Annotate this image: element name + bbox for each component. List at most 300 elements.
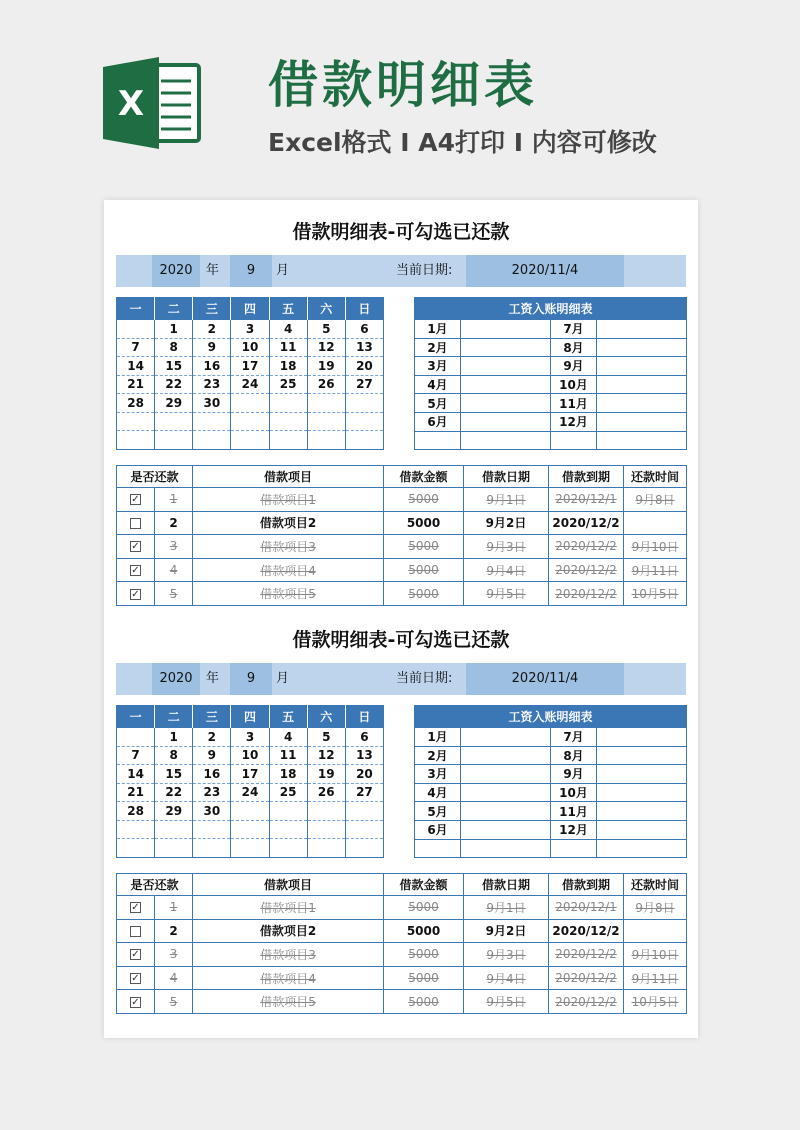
calendar-day-cell: 5	[307, 320, 345, 339]
calendar-day-cell: 27	[345, 783, 383, 802]
salary-month-cell: 12月	[551, 412, 597, 431]
salary-month-cell: 4月	[415, 783, 461, 802]
loan-number: 3	[155, 943, 193, 967]
calendar-day-cell: 29	[155, 394, 193, 413]
loan-due[interactable]: 2020/12/1	[549, 896, 624, 920]
salary-amount-cell[interactable]	[597, 375, 687, 394]
loan-row	[117, 511, 687, 535]
weekday-header: 三	[193, 298, 231, 320]
salary-month-cell: 3月	[415, 765, 461, 784]
repaid-time[interactable]: 10月5日	[624, 582, 687, 606]
loan-amount[interactable]: 5000	[384, 511, 464, 535]
calendar-day-cell	[155, 431, 193, 450]
calendar-day-cell	[269, 839, 307, 858]
checkbox-icon[interactable]: ✓	[131, 565, 140, 577]
calendar-day-cell: 3	[231, 728, 269, 747]
salary-month-cell: 9月	[551, 357, 597, 376]
salary-amount-cell[interactable]	[597, 338, 687, 357]
loan-number: 5	[155, 990, 193, 1014]
salary-amount-cell[interactable]	[597, 431, 687, 450]
weekday-header: 日	[345, 706, 383, 728]
calendar-day-cell	[269, 412, 307, 431]
salary-row	[415, 357, 687, 376]
weekday-header: 四	[231, 706, 269, 728]
salary-month-cell: 7月	[551, 728, 597, 747]
calendar-day-cell: 7	[117, 338, 155, 357]
year-label: 年	[206, 263, 220, 278]
salary-amount-cell[interactable]	[461, 394, 551, 413]
calendar-day-cell: 9	[193, 746, 231, 765]
calendar-day-cell: 11	[269, 338, 307, 357]
salary-amount-cell[interactable]	[597, 412, 687, 431]
calendar-week-row	[117, 431, 384, 450]
weekday-header: 五	[269, 706, 307, 728]
salary-row	[415, 338, 687, 357]
calendar-day-cell	[155, 412, 193, 431]
calendar-day-cell	[345, 412, 383, 431]
calendar-day-cell	[269, 394, 307, 413]
calendar-day-cell: 25	[269, 783, 307, 802]
loan-item[interactable]: 借款项目5	[193, 990, 384, 1014]
salary-amount-cell[interactable]	[597, 820, 687, 839]
repaid-checkbox-cell[interactable]	[117, 990, 155, 1014]
repaid-checkbox-cell[interactable]	[117, 511, 155, 535]
loan-due[interactable]: 2020/12/1	[549, 488, 624, 512]
salary-amount-cell[interactable]	[461, 820, 551, 839]
calendar-week-row	[117, 412, 384, 431]
calendar-day-cell	[269, 802, 307, 821]
calendar-week-row	[117, 357, 384, 376]
salary-amount-cell[interactable]	[597, 839, 687, 858]
weekday-header: 日	[345, 298, 383, 320]
repaid-time[interactable]: 9月10日	[624, 535, 687, 559]
weekday-header: 一	[117, 298, 155, 320]
repaid-time[interactable]	[624, 511, 687, 535]
salary-month-cell: 11月	[551, 802, 597, 821]
calendar-week-row	[117, 338, 384, 357]
salary-month-cell: 10月	[551, 375, 597, 394]
repaid-time[interactable]	[624, 919, 687, 943]
loan-row	[117, 919, 687, 943]
loan-item-header: 借款项目	[193, 874, 384, 896]
month-label: 月	[276, 671, 290, 686]
salary-amount-cell[interactable]	[461, 412, 551, 431]
salary-month-cell: 10月	[551, 783, 597, 802]
loan-row	[117, 582, 687, 606]
calendar-day-cell: 6	[345, 728, 383, 747]
calendar-day-cell: 22	[155, 375, 193, 394]
salary-amount-cell[interactable]	[461, 783, 551, 802]
calendar-day-cell: 28	[117, 802, 155, 821]
calendar-day-cell: 15	[155, 765, 193, 784]
salary-amount-cell[interactable]	[597, 357, 687, 376]
calendar-day-cell: 26	[307, 375, 345, 394]
loan-amount[interactable]: 5000	[384, 535, 464, 559]
loan-item[interactable]: 借款项目3	[193, 943, 384, 967]
calendar-day-cell	[117, 431, 155, 450]
loan-amount[interactable]: 5000	[384, 488, 464, 512]
salary-row	[415, 839, 687, 858]
salary-month-cell: 2月	[415, 338, 461, 357]
salary-amount-cell[interactable]	[461, 338, 551, 357]
salary-month-cell: 9月	[551, 765, 597, 784]
salary-amount-cell[interactable]	[597, 394, 687, 413]
loan-item[interactable]: 借款项目4	[193, 558, 384, 582]
calendar-day-cell: 2	[193, 728, 231, 747]
current-date-label: 当前日期:	[396, 671, 453, 686]
loan-date[interactable]: 9月2日	[464, 919, 549, 943]
calendar-week-row	[117, 839, 384, 858]
salary-amount-cell[interactable]	[461, 728, 551, 747]
loan-amount-header: 借款金额	[384, 874, 464, 896]
salary-amount-cell[interactable]	[461, 802, 551, 821]
current-date-label: 当前日期:	[396, 263, 453, 278]
repaid-time[interactable]: 10月5日	[624, 990, 687, 1014]
loan-date[interactable]: 9月5日	[464, 990, 549, 1014]
month-value[interactable]: 9	[230, 663, 272, 695]
loan-due-header: 借款到期	[549, 466, 624, 488]
checkbox-icon[interactable]: ✓	[131, 494, 140, 506]
loan-amount-header: 借款金额	[384, 466, 464, 488]
repaid-time[interactable]: 9月8日	[624, 896, 687, 920]
calendar-day-cell: 22	[155, 783, 193, 802]
weekday-header: 六	[307, 298, 345, 320]
loan-item[interactable]: 借款项目5	[193, 582, 384, 606]
calendar-day-cell: 3	[231, 320, 269, 339]
loan-item[interactable]: 借款项目2	[193, 511, 384, 535]
repaid-checkbox-cell[interactable]	[117, 488, 155, 512]
calendar-day-cell: 27	[345, 375, 383, 394]
calendar-day-cell	[193, 839, 231, 858]
calendar-day-cell: 12	[307, 338, 345, 357]
salary-amount-cell[interactable]	[597, 728, 687, 747]
calendar-day-cell	[307, 394, 345, 413]
salary-amount-cell[interactable]	[597, 320, 687, 339]
loan-amount[interactable]: 5000	[384, 896, 464, 920]
section-title: 借款明细表-可勾选已还款	[292, 221, 510, 243]
year-label: 年	[206, 671, 220, 686]
calendar-day-cell: 28	[117, 394, 155, 413]
calendar-day-cell: 23	[193, 375, 231, 394]
loan-item[interactable]: 借款项目1	[193, 488, 384, 512]
loan-row	[117, 488, 687, 512]
loan-amount[interactable]: 5000	[384, 943, 464, 967]
calendar-week-row	[117, 746, 384, 765]
loan-date[interactable]: 9月1日	[464, 896, 549, 920]
loan-number: 4	[155, 966, 193, 990]
calendar-day-cell	[345, 839, 383, 858]
calendar-day-cell	[345, 802, 383, 821]
calendar-day-cell	[307, 802, 345, 821]
loan-amount[interactable]: 5000	[384, 582, 464, 606]
calendar-day-cell	[231, 839, 269, 858]
salary-row	[415, 765, 687, 784]
repaid-checkbox-cell[interactable]	[117, 966, 155, 990]
loan-number: 1	[155, 488, 193, 512]
calendar-week-row	[117, 802, 384, 821]
repaid-checkbox-cell[interactable]	[117, 943, 155, 967]
repaid-time-header: 还款时间	[624, 874, 687, 896]
salary-month-cell: 8月	[551, 338, 597, 357]
salary-month-cell: 7月	[551, 320, 597, 339]
page-subtitle: Excel格式 I A4打印 I 内容可修改	[268, 128, 657, 157]
page-title: 借款明细表	[268, 56, 538, 114]
calendar-week-row	[117, 320, 384, 339]
calendar-day-cell: 10	[231, 338, 269, 357]
salary-month-cell: 5月	[415, 394, 461, 413]
calendar-day-cell: 19	[307, 357, 345, 376]
calendar-day-cell	[231, 394, 269, 413]
weekday-header: 六	[307, 706, 345, 728]
calendar-day-cell: 18	[269, 357, 307, 376]
calendar-day-cell	[117, 412, 155, 431]
calendar-day-cell	[231, 412, 269, 431]
checkbox-icon[interactable]: ✓	[131, 949, 140, 961]
calendar-day-cell: 1	[155, 728, 193, 747]
loan-row	[117, 943, 687, 967]
checkbox-icon[interactable]	[130, 926, 141, 937]
loan-date-header: 借款日期	[464, 466, 549, 488]
calendar-day-cell: 7	[117, 746, 155, 765]
month-value[interactable]: 9	[230, 255, 272, 287]
calendar-day-cell: 14	[117, 765, 155, 784]
weekday-header: 一	[117, 706, 155, 728]
calendar-day-cell: 15	[155, 357, 193, 376]
repaid-status-header: 是否还款	[117, 466, 193, 488]
calendar-day-cell: 30	[193, 394, 231, 413]
calendar-day-cell: 17	[231, 357, 269, 376]
loan-date[interactable]: 9月2日	[464, 511, 549, 535]
calendar-day-cell: 25	[269, 375, 307, 394]
calendar-day-cell: 20	[345, 765, 383, 784]
loan-row	[117, 558, 687, 582]
repaid-time[interactable]: 9月11日	[624, 966, 687, 990]
calendar-week-row	[117, 765, 384, 784]
year-value[interactable]: 2020	[152, 255, 200, 287]
salary-row	[415, 375, 687, 394]
document-sheet	[104, 200, 698, 1038]
calendar-day-cell	[269, 820, 307, 839]
calendar-day-cell: 14	[117, 357, 155, 376]
calendar-table	[116, 705, 384, 858]
repaid-checkbox-cell[interactable]	[117, 535, 155, 559]
loan-due[interactable]: 2020/12/2	[549, 966, 624, 990]
loan-item-header: 借款项目	[193, 466, 384, 488]
salary-row	[415, 746, 687, 765]
salary-month-cell: 5月	[415, 802, 461, 821]
loan-number: 4	[155, 558, 193, 582]
salary-amount-cell[interactable]	[461, 431, 551, 450]
checkbox-icon[interactable]: ✓	[131, 996, 140, 1008]
salary-month-cell: 6月	[415, 820, 461, 839]
loan-due[interactable]: 2020/12/2	[549, 535, 624, 559]
logo-letter: X	[117, 84, 145, 124]
loan-item[interactable]: 借款项目3	[193, 535, 384, 559]
loan-row	[117, 896, 687, 920]
loan-amount[interactable]: 5000	[384, 919, 464, 943]
salary-amount-cell[interactable]	[597, 783, 687, 802]
calendar-day-cell	[269, 431, 307, 450]
calendar-day-cell: 19	[307, 765, 345, 784]
loan-table	[116, 873, 687, 1014]
loan-date[interactable]: 9月4日	[464, 966, 549, 990]
loan-amount[interactable]: 5000	[384, 558, 464, 582]
salary-month-cell	[551, 431, 597, 450]
loan-due[interactable]: 2020/12/2	[549, 558, 624, 582]
calendar-day-cell	[231, 802, 269, 821]
calendar-day-cell: 13	[345, 338, 383, 357]
calendar-day-cell: 1	[155, 320, 193, 339]
calendar-week-row	[117, 820, 384, 839]
calendar-day-cell: 17	[231, 765, 269, 784]
loan-section-1	[104, 200, 698, 608]
loan-date[interactable]: 9月4日	[464, 558, 549, 582]
loan-item[interactable]: 借款项目1	[193, 896, 384, 920]
salary-amount-cell[interactable]	[461, 320, 551, 339]
loan-table	[116, 465, 687, 606]
calendar-day-cell	[193, 412, 231, 431]
calendar-day-cell: 13	[345, 746, 383, 765]
loan-date[interactable]: 9月3日	[464, 943, 549, 967]
salary-month-cell: 2月	[415, 746, 461, 765]
salary-month-cell: 1月	[415, 320, 461, 339]
weekday-header: 四	[231, 298, 269, 320]
salary-month-cell: 4月	[415, 375, 461, 394]
checkbox-icon[interactable]: ✓	[131, 973, 140, 985]
salary-month-cell: 6月	[415, 412, 461, 431]
salary-amount-cell[interactable]	[597, 746, 687, 765]
salary-table	[414, 297, 687, 450]
weekday-header: 二	[155, 298, 193, 320]
month-label: 月	[276, 263, 290, 278]
calendar-day-cell	[345, 820, 383, 839]
date-bar	[116, 255, 686, 287]
calendar-week-row	[117, 375, 384, 394]
calendar-day-cell	[307, 412, 345, 431]
calendar-week-row	[117, 394, 384, 413]
calendar-day-cell: 18	[269, 765, 307, 784]
salary-row	[415, 783, 687, 802]
calendar-day-cell	[231, 820, 269, 839]
calendar-day-cell: 11	[269, 746, 307, 765]
loan-item[interactable]: 借款项目2	[193, 919, 384, 943]
salary-amount-cell[interactable]	[461, 375, 551, 394]
repaid-time[interactable]: 9月10日	[624, 943, 687, 967]
repaid-time[interactable]: 9月8日	[624, 488, 687, 512]
weekday-header: 五	[269, 298, 307, 320]
checkbox-icon[interactable]: ✓	[131, 902, 140, 914]
repaid-checkbox-cell[interactable]	[117, 582, 155, 606]
loan-due[interactable]: 2020/12/2	[549, 943, 624, 967]
salary-amount-cell[interactable]	[597, 765, 687, 784]
date-bar	[116, 663, 686, 695]
loan-row	[117, 535, 687, 559]
loan-row	[117, 966, 687, 990]
calendar-week-row	[117, 728, 384, 747]
checkbox-icon[interactable]: ✓	[131, 588, 140, 600]
salary-month-cell	[551, 839, 597, 858]
current-date-value[interactable]: 2020/11/4	[466, 663, 624, 695]
salary-amount-cell[interactable]	[461, 839, 551, 858]
loan-due[interactable]: 2020/12/2	[549, 582, 624, 606]
weekday-header: 二	[155, 706, 193, 728]
loan-date[interactable]: 9月5日	[464, 582, 549, 606]
salary-row	[415, 802, 687, 821]
calendar-day-cell	[345, 394, 383, 413]
repaid-checkbox-cell[interactable]	[117, 558, 155, 582]
repaid-status-header: 是否还款	[117, 874, 193, 896]
salary-amount-cell[interactable]	[597, 802, 687, 821]
loan-amount[interactable]: 5000	[384, 966, 464, 990]
salary-amount-cell[interactable]	[461, 765, 551, 784]
repaid-time[interactable]: 9月11日	[624, 558, 687, 582]
current-date-value[interactable]: 2020/11/4	[466, 255, 624, 287]
loan-number: 5	[155, 582, 193, 606]
salary-row	[415, 394, 687, 413]
salary-month-cell: 12月	[551, 820, 597, 839]
salary-row	[415, 412, 687, 431]
loan-number: 3	[155, 535, 193, 559]
calendar-day-cell	[117, 728, 155, 747]
repaid-checkbox-cell[interactable]	[117, 919, 155, 943]
calendar-table	[116, 297, 384, 450]
loan-row	[117, 990, 687, 1014]
salary-row	[415, 320, 687, 339]
loan-due-header: 借款到期	[549, 874, 624, 896]
calendar-day-cell: 5	[307, 728, 345, 747]
calendar-day-cell	[307, 839, 345, 858]
calendar-day-cell	[117, 820, 155, 839]
loan-due[interactable]: 2020/12/2	[549, 919, 624, 943]
salary-table-title: 工资入账明细表	[415, 298, 687, 320]
calendar-week-row	[117, 783, 384, 802]
calendar-day-cell: 16	[193, 357, 231, 376]
salary-amount-cell[interactable]	[461, 357, 551, 376]
loan-date-header: 借款日期	[464, 874, 549, 896]
checkbox-icon[interactable]: ✓	[131, 541, 140, 553]
calendar-day-cell: 10	[231, 746, 269, 765]
loan-amount[interactable]: 5000	[384, 990, 464, 1014]
checkbox-icon[interactable]	[130, 518, 141, 529]
calendar-day-cell	[193, 431, 231, 450]
loan-due[interactable]: 2020/12/2	[549, 990, 624, 1014]
loan-date[interactable]: 9月1日	[464, 488, 549, 512]
loan-due[interactable]: 2020/12/2	[549, 511, 624, 535]
calendar-day-cell: 8	[155, 338, 193, 357]
calendar-day-cell: 21	[117, 375, 155, 394]
calendar-day-cell	[193, 820, 231, 839]
calendar-day-cell: 16	[193, 765, 231, 784]
calendar-day-cell: 21	[117, 783, 155, 802]
salary-month-cell: 1月	[415, 728, 461, 747]
year-value[interactable]: 2020	[152, 663, 200, 695]
calendar-day-cell	[231, 431, 269, 450]
salary-row	[415, 728, 687, 747]
calendar-day-cell	[307, 820, 345, 839]
loan-date[interactable]: 9月3日	[464, 535, 549, 559]
section-title: 借款明细表-可勾选已还款	[292, 629, 510, 651]
calendar-day-cell: 12	[307, 746, 345, 765]
repaid-checkbox-cell[interactable]	[117, 896, 155, 920]
calendar-day-cell: 20	[345, 357, 383, 376]
calendar-day-cell: 4	[269, 320, 307, 339]
calendar-day-cell	[117, 839, 155, 858]
salary-amount-cell[interactable]	[461, 746, 551, 765]
loan-item[interactable]: 借款项目4	[193, 966, 384, 990]
salary-month-cell: 8月	[551, 746, 597, 765]
salary-month-cell	[415, 839, 461, 858]
calendar-day-cell: 8	[155, 746, 193, 765]
